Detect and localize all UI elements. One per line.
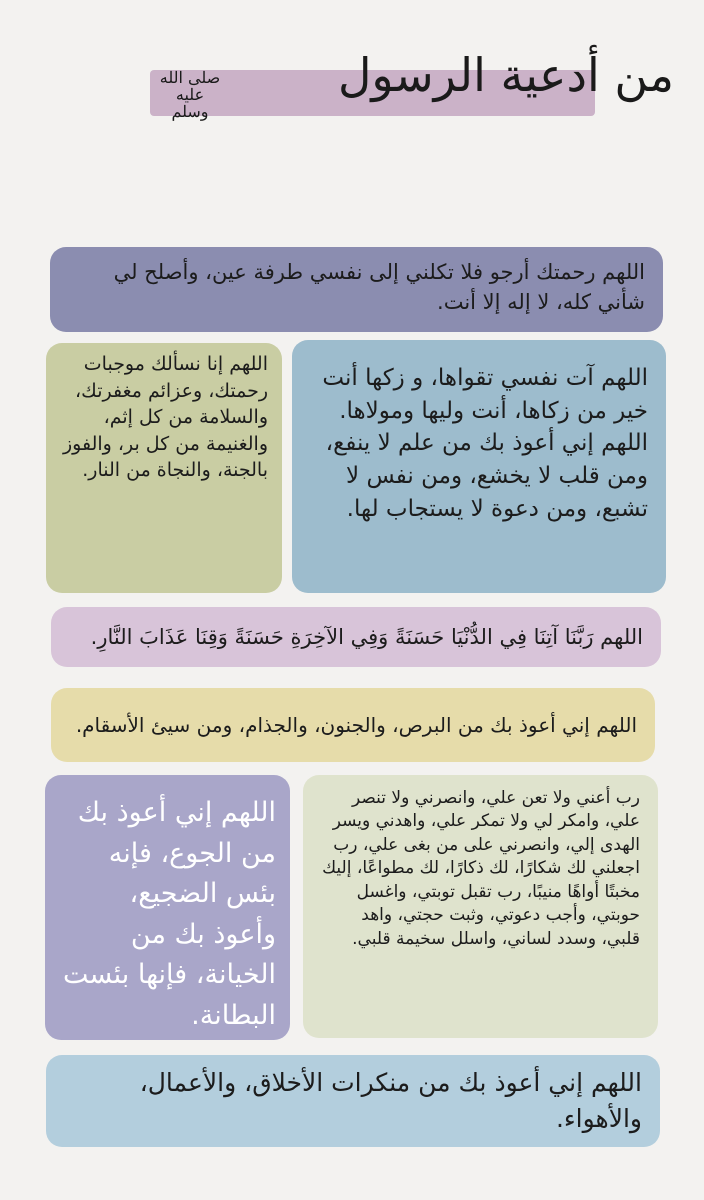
dua-text: اللهم آت نفسي تقواها، و زكها أنت خير من زكاها، أنت وليها ومولاها. اللهم إني أعوذ بك من علم لا ينفع، ومن قلب لا يخشع، ومن نفس لا تشبع، ومن دعوة لا يستجاب لها. bbox=[322, 365, 648, 522]
dua-text: اللهم رَبَّنَا آتِنَا فِي الدُّنْيَا حَسَنَةً وَفِي الآخِرَةِ حَسَنَةً وَقِنَا عَذَابَ النَّارِ. bbox=[90, 624, 643, 649]
dua-card-rabbi-aini bbox=[303, 775, 658, 1038]
dua-card-juu bbox=[45, 775, 290, 1040]
honorific-line-1: صلى الله bbox=[159, 68, 221, 87]
honorific-calligraphy bbox=[150, 70, 230, 120]
dua-card-rahmah bbox=[50, 247, 663, 332]
dua-text: اللهم إني أعوذ بك من الجوع، فإنه بئس الضجيع، وأعوذ بك من الخيانة، فإنها بئست البطانة. bbox=[63, 797, 276, 1031]
honorific-line-2: عليه bbox=[175, 84, 205, 104]
dua-card-asqam bbox=[51, 688, 655, 762]
dua-card-mujibat bbox=[46, 343, 282, 593]
page-title: من أدعية الرسول bbox=[337, 48, 674, 102]
dua-card-rabbana bbox=[51, 607, 661, 667]
dua-text: رب أعني ولا تعن علي، وانصرني ولا تنصر علي، وامكر لي ولا تمكر علي، واهدني ويسر الهدى إلي، وانصرني على من بغى علي، رب اجعلني لك شكارًا، لك ذكارًا، لك مطواعًا، إليك مخبتًا أواهًا منيبًا، رب تقبل توبتي، واغسل حوبتي، وأجب دعوتي، وثبت حجتي، واهد قلبي، وسدد لساني، واسلل سخيمة قلبي. bbox=[322, 788, 640, 949]
dua-text: اللهم رحمتك أرجو فلا تكلني إلى نفسي طرفة عين، وأصلح لي شأني كله، لا إله إلا أنت. bbox=[113, 260, 645, 315]
dua-text: اللهم إني أعوذ بك من البرص، والجنون، والجذام، ومن سيئ الأسقام. bbox=[75, 712, 637, 737]
honorific-line-3: وسلم bbox=[171, 101, 209, 121]
dua-card-munkarat bbox=[46, 1055, 660, 1147]
dua-text: اللهم إني أعوذ بك من منكرات الأخلاق، والأعمال، والأهواء. bbox=[139, 1067, 642, 1133]
dua-text: اللهم إنا نسألك موجبات رحمتك، وعزائم مغفرتك، والسلامة من كل إثم، والغنيمة من كل بر، والفوز بالجنة، والنجاة من النار. bbox=[62, 353, 268, 482]
dua-card-taqwa bbox=[292, 340, 666, 593]
